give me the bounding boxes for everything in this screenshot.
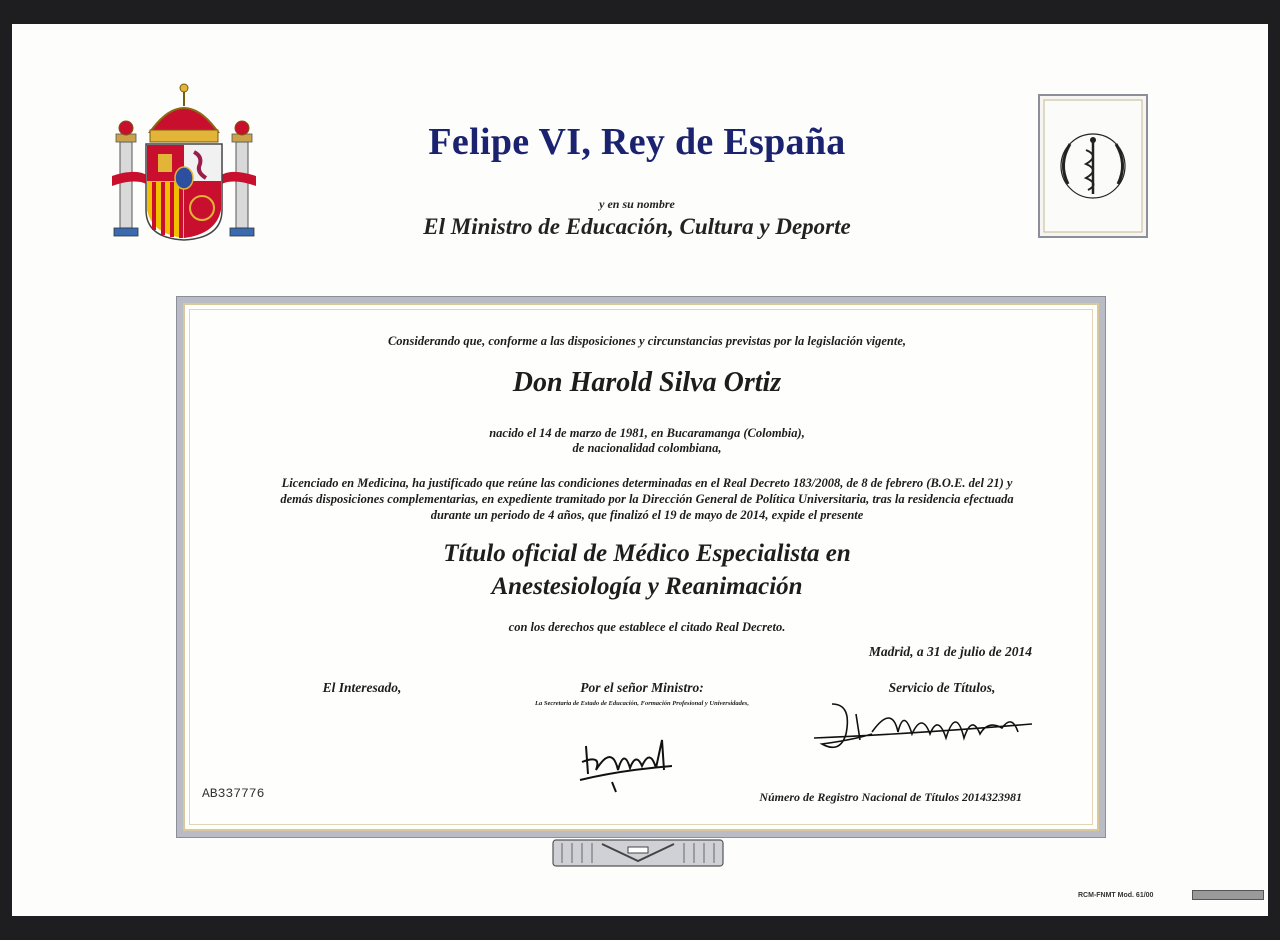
justification-line-1: Licenciado en Medicina, ha justificado que reúne las condiciones determinadas en el Real Decreto 183/2008, de 8 de febrero (B.O.E. del 21) y	[281, 476, 1013, 490]
minister-signature	[572, 726, 682, 796]
certificate-paper	[12, 24, 1268, 916]
degree-title-line-1: Título oficial de Médico Especialista en	[443, 540, 851, 567]
on-behalf-text: y en su nombre	[599, 197, 675, 211]
birth-line: nacido el 14 de marzo de 1981, en Bucaramanga (Colombia),	[489, 426, 805, 440]
minister-title: El Ministro de Educación, Cultura y Deporte	[423, 214, 851, 239]
titles-service-signature	[812, 694, 1042, 764]
holder-signature-label: El Interesado,	[322, 680, 402, 695]
justification-line-3: durante un periodo de 4 años, que finalizó el 19 de mayo de 2014, expide el presente	[430, 508, 864, 522]
seal-clasp-icon	[552, 839, 724, 867]
justification-line-2: demás disposiciones complementarias, en expediente tramitado por la Dirección General de Política Universitaria, tras la residencia efectuada	[280, 492, 1014, 506]
form-code: RCM-FNMT Mod. 61/00	[1078, 892, 1154, 899]
nationality-line: de nacionalidad colombiana,	[572, 441, 722, 455]
issue-date: Madrid, a 31 de julio de 2014	[868, 644, 1032, 659]
registry-number: Número de Registro Nacional de Títulos 2014323981	[759, 790, 1022, 804]
holder-name: Don Harold Silva Ortiz	[512, 367, 782, 398]
minister-signature-label: Por el señor Ministro:	[580, 680, 704, 695]
form-code-bar	[1192, 890, 1264, 900]
secretary-label: La Secretaria de Estado de Educación, Formación Profesional y Universidades,	[535, 700, 749, 707]
rights-text: con los derechos que establece el citado Real Decreto.	[508, 620, 786, 634]
justification-paragraph	[202, 475, 1092, 523]
medicine-emblem-icon	[1038, 94, 1148, 238]
titles-service-label: Servicio de Títulos,	[888, 680, 996, 695]
preamble-text: Considerando que, conforme a las disposiciones y circunstancias previstas por la legislación vigente,	[387, 334, 907, 348]
degree-title-line-2: Anestesiología y Reanimación	[491, 573, 803, 600]
degree-title	[182, 537, 1112, 603]
page-title: Felipe VI, Rey de España	[428, 121, 846, 163]
serial-number: AB337776	[202, 786, 265, 801]
birth-info	[182, 426, 1112, 456]
